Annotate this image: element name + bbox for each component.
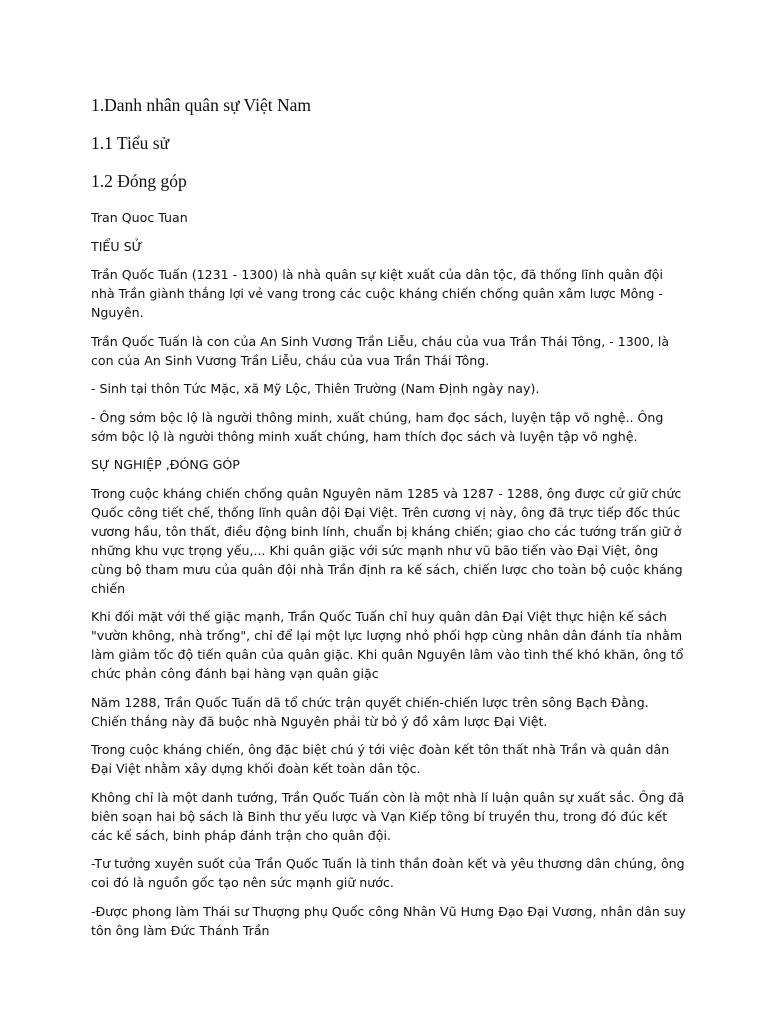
paragraph-strategy: Khi đối mặt với thế giặc mạnh, Trần Quốc Tuấn chỉ huy quân dân Đại Việt thực hiện kế sách "vườn không, nhà trống", chỉ để lại một lực lượng nhỏ phối hợp cùng nhân dân đánh tỉa nhằm làm giảm tốc độ tiến quân của quân giặc. Khi quân Nguyên lâm vào tình thế khó khăn, ông tổ chức phản công đánh bại hàng vạn quân giặc xyxy=(91,609,684,681)
paragraph-bach-dang: Năm 1288, Trần Quốc Tuấn dã tổ chức trận quyết chiến-chiến lược trên sông Bạch Đằng. Chiến thắng này đã buộc nhà Nguyên phải từ bỏ ý đồ xâm lược Đại Việt. xyxy=(91,694,649,729)
paragraph-resistance: Trong cuộc kháng chiến chống quân Nguyên năm 1285 và 1287 - 1288, ông được cử giữ chức Quốc công tiết chế, thống lĩnh quân đội Đại Việt. Trên cương vị này, ông đã trực tiếp đốc thúc vương hầu, tôn thất, điều động binh lính, chuẩn bị kháng chiến; giao cho các tướng trấn giữ ở những khu vực trọng yếu,... Khi quân giặc với sức mạnh như vũ bão tiến vào Đại Việt, ông cùng bộ tham mưu của quân đội nhà Trần định ra kế sách, chiến lược cho toàn bộ cuộc kháng chiến xyxy=(91,485,683,596)
heading-main: 1.Danh nhân quân sự Việt Nam xyxy=(91,95,312,115)
paragraph-honor: -Được phong làm Thái sư Thượng phụ Quốc công Nhân Vũ Hưng Đạo Đại Vương, nhân dân suy tôn ông làm Đức Thánh Trần xyxy=(91,903,686,938)
document-content xyxy=(91,94,686,949)
paragraph-name: Tran Quoc Tuan xyxy=(91,210,188,225)
paragraph-birthplace: - Sinh tại thôn Tức Mặc, xã Mỹ Lộc, Thiên Trường (Nam Định ngày nay). xyxy=(91,381,540,396)
paragraph-section-biography: TIỂU SỬ xyxy=(91,238,143,254)
heading-contribution: 1.2 Đóng góp xyxy=(91,171,187,191)
heading-biography: 1.1 Tiểu sử xyxy=(91,133,170,153)
paragraph-ideology: -Tư tưởng xuyên suốt của Trần Quốc Tuấn là tinh thần đoàn kết và yêu thương dân chúng, ông coi đó là nguồn gốc tạo nên sức mạnh giữ nước. xyxy=(91,856,685,890)
paragraph-theorist: Không chỉ là một danh tướng, Trần Quốc Tuấn còn là một nhà lí luận quân sự xuất sắc. Ông đã biên soạn hai bộ sách là Binh thư yếu lược và Vạn Kiếp tông bí truyền thu, trong đó đúc kết các kế sách, binh pháp đánh trận cho quân đội. xyxy=(91,789,685,843)
paragraph-intro: Trần Quốc Tuấn (1231 - 1300) là nhà quân sự kiệt xuất của dân tộc, đã thống lĩnh quân đội nhà Trần giành thắng lợi vẻ vang trong các cuộc kháng chiến chống quân xâm lược Mông - Nguyên. xyxy=(91,267,663,320)
paragraph-section-career: SỰ NGHIỆP ,ĐÓNG GÓP xyxy=(91,457,240,472)
paragraph-lineage: Trần Quốc Tuấn là con của An Sinh Vương Trần Liễu, cháu của vua Trần Thái Tông, - 1300, là con của An Sinh Vương Trần Liễu, cháu của vua Trần Thái Tông. xyxy=(91,333,670,368)
paragraph-talent: - Ông sớm bộc lộ là người thông minh, xuất chúng, ham đọc sách, luyện tập võ nghệ.. Ông sớm bộc lộ là người thông minh xuất chúng, ham thích đọc sách và luyện tập võ nghệ. xyxy=(91,409,664,444)
paragraph-unity: Trong cuộc kháng chiến, ông đặc biệt chú ý tới việc đoàn kết tôn thất nhà Trần và quân dân Đại Việt nhằm xây dựng khối đoàn kết toàn dân tộc. xyxy=(91,742,670,776)
